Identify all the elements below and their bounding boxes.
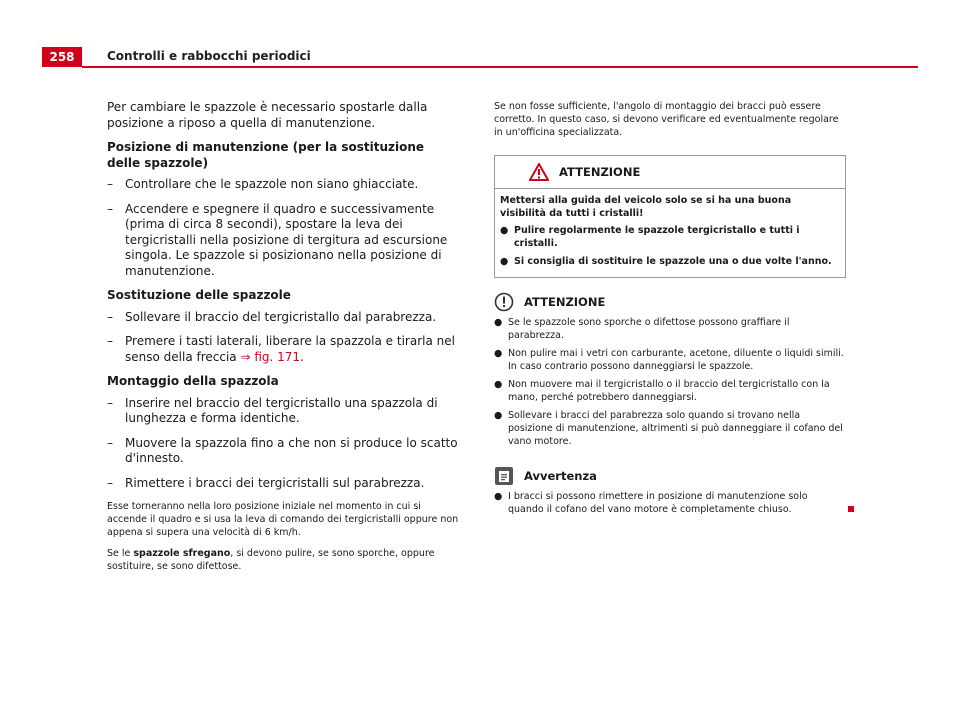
warning-title: ATTENZIONE	[559, 165, 641, 179]
list-item: – Controllare che le spazzole non siano ghiacciate.	[107, 177, 419, 191]
list-item: ● I bracci si possono rimettere in posizione di manutenzione solo quando il cofano del vano motore è completamente chiuso.	[494, 490, 846, 516]
list-item: ● Si consiglia di sostituire le spazzole una o due volte l'anno.	[500, 256, 832, 267]
list-item: ● Se le spazzole sono sporche o difettose possono graffiare il parabrezza.	[494, 317, 790, 341]
note-title: Avvertenza	[524, 469, 597, 483]
figure-link[interactable]: ⇒ fig. 171	[240, 349, 301, 364]
list-item: – Muovere la spazzola fino a che non si produce lo scatto d'innesto.	[107, 435, 458, 465]
chapter-title: Controlli e rabbocchi periodici	[107, 49, 311, 63]
maintenance-position-heading: Posizione di manutenzione (per la sostituzione delle spazzole)	[107, 140, 425, 170]
list-item: – Premere i tasti laterali, liberare la spazzola e tirarla nel senso della freccia ⇒ fig. 171.	[107, 334, 455, 364]
list-item: ● Non muovere mai il tergicristallo o il braccio del tergicristallo con la mano, perché potrebbero danneggiarsi.	[494, 379, 830, 403]
header-divider	[82, 66, 918, 68]
warning-box	[494, 155, 846, 278]
section-end-marker	[848, 506, 854, 512]
list-item: – Accendere e spegnere il quadro e successivamente (prima di circa 8 secondi), spostare la leva dei tergicristalli nella posizione di tergitura ad escursione singola. Le spazzole si posizionano nella posizione di manutenzione.	[107, 201, 448, 278]
intro-paragraph: Se non fosse sufficiente, l'angolo di montaggio dei bracci può essere corretto. In questo caso, si devono verificare ed eventualmente regolare in un'officina specializzata.	[494, 101, 839, 138]
list-item: ● Pulire regolarmente le spazzole tergicristallo e tutti i cristalli.	[500, 225, 800, 249]
caution-exclamation-icon	[494, 292, 514, 312]
caution-title: ATTENZIONE	[524, 295, 606, 309]
info-icon	[494, 466, 514, 486]
intro-paragraph: Per cambiare le spazzole è necessario spostarle dalla posizione a riposo a quella di manutenzione.	[107, 100, 428, 130]
page-number: 258	[42, 47, 82, 67]
warning-triangle-icon	[529, 163, 549, 181]
warning-header	[495, 156, 845, 189]
left-column	[107, 100, 459, 581]
right-column	[494, 100, 846, 521]
note-paragraph: Esse torneranno nella loro posizione iniziale nel momento in cui si accende il quadro e si usa la leva di comando dei tergicristalli oppure non appena si supera una velocità di 6 km/h.	[107, 501, 459, 538]
replacement-heading: Sostituzione delle spazzole	[107, 288, 291, 302]
note-header	[494, 466, 846, 486]
note-paragraph: Se le spazzole sfregano, si devono pulire, se sono sporche, oppure sostituire, se sono difettose.	[107, 548, 435, 572]
list-item: – Inserire nel braccio del tergicristallo una spazzola di lunghezza e forma identiche.	[107, 395, 438, 425]
caution-header	[494, 292, 846, 312]
warning-lead: Mettersi alla guida del veicolo solo se si ha una buona visibilità da tutti i cristalli!	[500, 195, 792, 219]
list-item: – Sollevare il braccio del tergicristallo dal parabrezza.	[107, 309, 437, 324]
list-item: – Rimettere i bracci dei tergicristalli sul parabrezza.	[107, 475, 425, 490]
mounting-heading: Montaggio della spazzola	[107, 374, 279, 388]
list-item: ● Non pulire mai i vetri con carburante, acetone, diluente o liquidi simili. In caso contrario possono danneggiarsi le spazzole.	[494, 348, 844, 372]
list-item: ● Sollevare i bracci del parabrezza solo quando si trovano nella posizione di manutenzione, altrimenti si può danneggiare il cofano del vano motore.	[494, 410, 843, 447]
